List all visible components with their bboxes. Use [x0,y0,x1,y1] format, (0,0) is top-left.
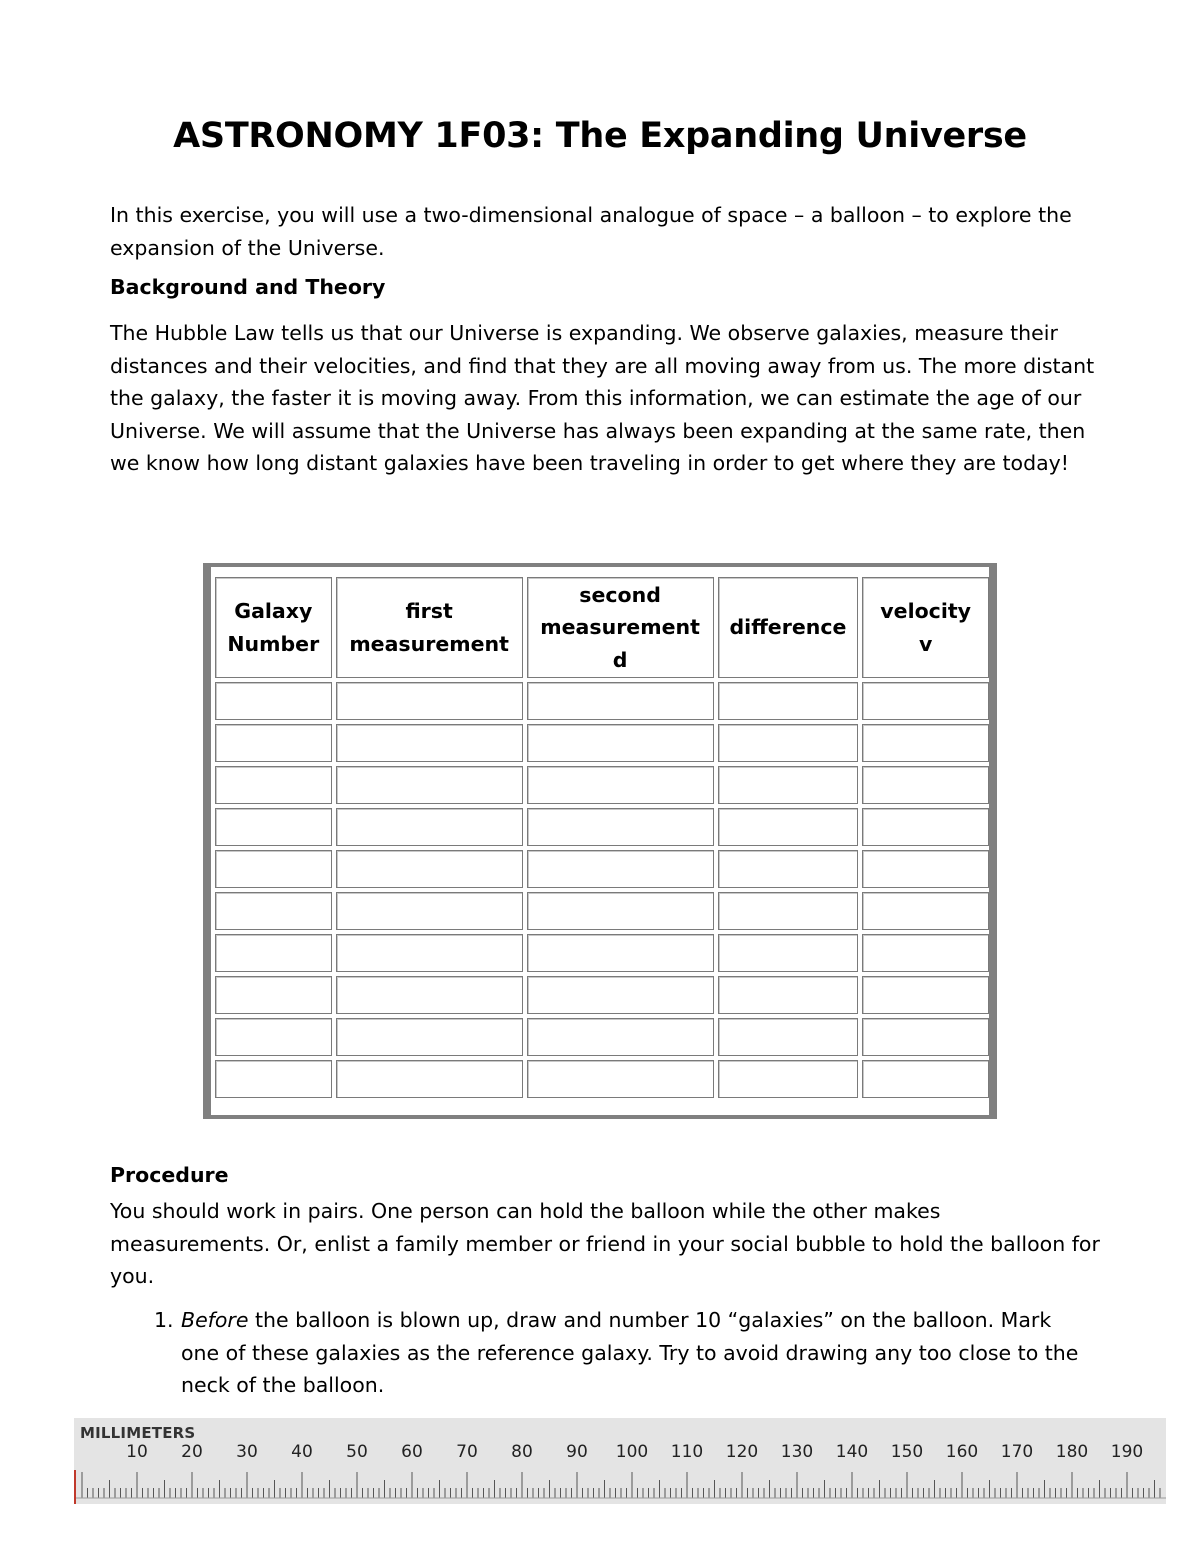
table-cell [862,850,989,888]
header-line: d [612,647,628,672]
header-line: difference [729,615,847,640]
step-text [181,1304,1094,1402]
table-cell [718,976,859,1014]
header-difference [718,577,859,678]
step-lead-italic: Before [181,1308,249,1332]
table-row [215,808,989,846]
header-second-measurement [527,577,714,678]
table-cell [336,682,523,720]
ruler-number: 60 [401,1442,423,1462]
ruler-number: 70 [456,1442,478,1462]
table-row [215,934,989,972]
table-cell [862,766,989,804]
table-cell [527,766,714,804]
table-cell [862,1018,989,1056]
table-row [215,682,989,720]
table-cell [215,724,332,762]
ruler-number: 90 [566,1442,588,1462]
table-cell [215,1018,332,1056]
header-velocity [862,577,989,678]
table-cell [527,1060,714,1098]
table-cell [527,682,714,720]
page-title: ASTRONOMY 1F03: The Expanding Universe [173,116,1027,156]
ruler-number: 100 [615,1442,649,1462]
table-cell [718,766,859,804]
table-cell [718,1060,859,1098]
background-heading: Background and Theory [110,275,386,299]
header-first-measurement [336,577,523,678]
table-cell [215,850,332,888]
header-line: second [579,582,661,607]
table-row [215,1060,989,1098]
theory-paragraph: The Hubble Law tells us that our Universe is expanding. We observe galaxies, measure their distances and their velocities, and find that they are all moving away from us. The more distant the galaxy, the faster it is moving away. From this information, we can estimate the age of our Universe. We will assume that the Universe has always been expanding at the same rate, then we know how long distant galaxies have been traveling in order to get where they are today! [110,321,1095,475]
table-cell [215,934,332,972]
table-row [215,892,989,930]
table-cell [718,850,859,888]
step-rest: the balloon is blown up, draw and number 10 “galaxies” on the balloon. Mark one of these galaxies as the reference galaxy. Try to avoid drawing any too close to the neck of the balloon. [181,1308,1079,1397]
ruler-number: 150 [890,1442,924,1462]
table-row [215,724,989,762]
table-cell [336,1018,523,1056]
table-cell [862,682,989,720]
header-line: first [405,599,453,623]
header-line: measurement [540,615,700,640]
table-cell [336,976,523,1014]
table-cell [862,892,989,930]
table-row [215,766,989,804]
procedure-paragraph: You should work in pairs. One person can hold the balloon while the other makes measurements. Or, enlist a family member or friend in your social bubble to hold the balloon for you. [110,1199,1100,1288]
ruler-number: 40 [291,1442,313,1462]
procedure-step-1 [154,1304,1094,1402]
ruler-number: 180 [1055,1442,1089,1462]
table-cell [215,976,332,1014]
header-line: Number [227,631,320,656]
table-cell [862,976,989,1014]
header-line: v [918,631,933,656]
ruler-number: 130 [780,1442,814,1462]
measurement-grid [211,573,993,1102]
table-cell [527,934,714,972]
intro-paragraph: In this exercise, you will use a two-dimensional analogue of space – a balloon – to explore the expansion of the Universe. [110,203,1072,260]
table-cell [527,1018,714,1056]
ruler-number: 10 [126,1442,148,1462]
ruler-number: 50 [346,1442,368,1462]
ruler-number: 140 [835,1442,869,1462]
table-cell [215,808,332,846]
ruler-number: 20 [181,1442,203,1462]
table-row [215,850,989,888]
ruler-number: 30 [236,1442,258,1462]
ruler-number: 110 [670,1442,704,1462]
table-cell [718,808,859,846]
table-cell [336,724,523,762]
table-cell [718,682,859,720]
table-cell [336,892,523,930]
table-cell [718,1018,859,1056]
table-cell [527,850,714,888]
table-cell [718,892,859,930]
table-row [215,1018,989,1056]
table-cell [718,724,859,762]
table-cell [336,850,523,888]
table-cell [862,724,989,762]
ruler-number: 80 [511,1442,533,1462]
table-cell [215,892,332,930]
measurement-table [203,563,997,1119]
table-cell [862,808,989,846]
table-cell [336,934,523,972]
table-cell [215,682,332,720]
table-right-border [989,567,993,1115]
table-cell [215,766,332,804]
ruler-number: 190 [1110,1442,1144,1462]
table-cell [718,934,859,972]
table-body-frame [207,567,993,1115]
table-cell [527,892,714,930]
table-cell [215,1060,332,1098]
table-cell [527,976,714,1014]
table-header-row [215,577,989,678]
table-row [215,976,989,1014]
ruler-number: 170 [1000,1442,1034,1462]
ruler-number: 120 [725,1442,759,1462]
table-cell [336,808,523,846]
table-cell [862,1060,989,1098]
header-galaxy-number [215,577,332,678]
header-line: velocity [880,599,972,623]
ruler-number: 160 [945,1442,979,1462]
step-number: 1. [154,1308,174,1332]
table-cell [527,724,714,762]
ruler-label: MILLIMETERS [80,1424,196,1442]
millimeter-ruler [74,1418,1166,1504]
table-cell [527,808,714,846]
header-line: measurement [349,631,509,656]
procedure-heading: Procedure [110,1163,229,1187]
header-line: Galaxy [234,599,313,623]
table-cell [336,1060,523,1098]
table-cell [336,766,523,804]
table-cell [862,934,989,972]
